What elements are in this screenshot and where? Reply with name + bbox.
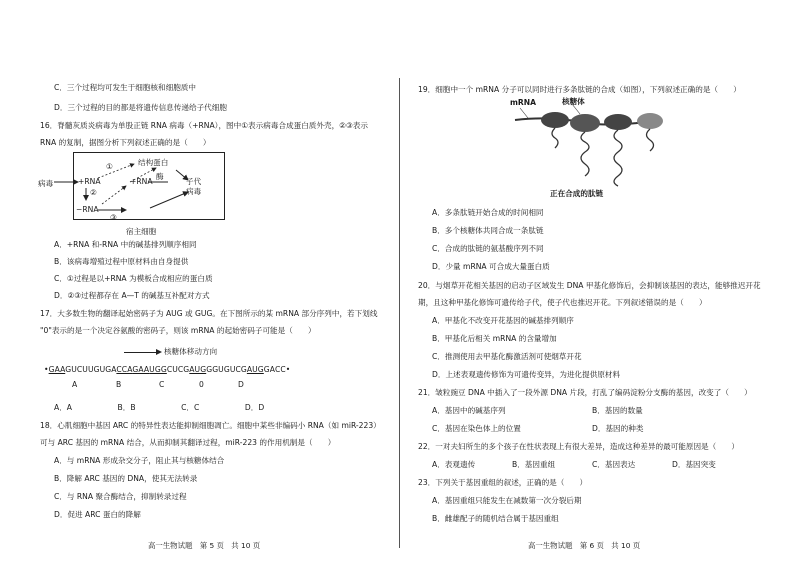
minus-rna: −RNA (76, 205, 99, 214)
q21-option-a: A．基因中的碱基序列 (432, 406, 506, 415)
q18-stem-line1: 18．心肌细胞中基因 ARC 的特异性表达能抑制细胞凋亡。细胞中某些非编码小 RNA（如 miR-223） (40, 421, 381, 430)
q17-stem-line2: "0"表示的是一个决定谷氨酸的密码子，则该 mRNA 的起始密码子可能是（ ） (40, 326, 316, 335)
q19-option-a: A．多条肽链开始合成的时间相同 (432, 208, 544, 217)
seq-label-0: 0 (199, 380, 204, 389)
q19-stem: 19．细胞中一个 mRNA 分子可以同时进行多条肽链的合成（如图），下列叙述正确的是（ ） (418, 85, 741, 94)
q23-stem: 23．下列关于基因重组的叙述，正确的是（ ） (418, 478, 588, 487)
right-page-footer: 高一生物试题 第 6 页 共 10 页 (528, 541, 641, 550)
ribosome-direction-label: 核糖体移动方向 (164, 347, 218, 356)
q21-stem: 21．皱粒豌豆 DNA 中插入了一段外源 DNA 片段，打乱了编码淀粉分支酶的基因，改变了（ ） (418, 388, 752, 397)
q22-option-d: D．基因突变 (672, 460, 716, 469)
q23-option-a: A．基因重组只能发生在减数第一次分裂后期 (432, 496, 582, 505)
mrna-fig-label: mRNA (510, 98, 536, 107)
plus-rna-left: +RNA (78, 177, 101, 186)
seq-part: GACC (263, 365, 286, 374)
q21-option-d: D．基因的种类 (592, 424, 644, 433)
q21-option-b: B．基因的数量 (592, 406, 643, 415)
virus-replication-diagram (38, 152, 238, 240)
structural-protein: 结构蛋白 (138, 158, 169, 167)
q17-options: A．A B．B C．C D．D (54, 403, 265, 412)
seq-label-a: A (72, 380, 78, 389)
seq-codon-gaa-2: GAA (132, 365, 150, 374)
q18-stem-line2: 可与 ARC 基因的 mRNA 结合，从而抑制其翻译过程，miR-223 的作用机制是（ ） (40, 438, 336, 447)
q17-stem-line1: 17．大多数生物的翻译起始密码子为 AUG 或 GUG。在下图所示的某 mRNA 部分序列中，若下划线 (40, 309, 378, 318)
direction-arrow-line (124, 352, 158, 353)
q19-option-d: D．少量 mRNA 可合成大量蛋白质 (432, 262, 550, 271)
q20-option-a: A．甲基化不改变开花基因的碱基排列顺序 (432, 316, 574, 325)
q22-option-a: A．表观遗传 (432, 460, 476, 469)
seq-codon-gaa-1: GAA (48, 365, 66, 374)
q16-option-d: D．②③过程都存在 A—T 的碱基互补配对方式 (54, 291, 210, 300)
q18-option-c: C．与 RNA 聚合酶结合，抑制转录过程 (54, 492, 187, 501)
q18-option-a: A．与 mRNA 形成杂交分子，阻止其与核糖体结合 (54, 456, 225, 465)
plus-rna-mid: +RNA (130, 177, 153, 186)
q22-option-b: B．基因重组 (512, 460, 556, 469)
polysome-drawing (510, 96, 670, 201)
host-cell-label: 宿主细胞 (126, 227, 157, 236)
q16-stem-line2: RNA 的复制，据图分析下列叙述正确的是（ ） (40, 138, 211, 147)
peptide-fig-label: 正在合成的肽链 (550, 189, 604, 198)
seq-part: GUCUUGUGA (65, 365, 117, 374)
offspring-label-1: 子代 (186, 177, 202, 186)
q18-option-d: D．促进 ARC 蛋白的降解 (54, 510, 141, 519)
q20-option-b: B．甲基化后相关 mRNA 的含量增加 (432, 334, 557, 343)
q20-stem-line1: 20．与烟草开花相关基因的启动子区域发生 DNA 甲基化修饰后，会抑制该基因的表达，能够推迟开花 (418, 281, 761, 290)
q16-option-b: B．该病毒增殖过程中原材料由自身提供 (54, 257, 189, 266)
q20-option-d: D．上述表观遗传修饰为可遗传变异，为进化提供原材料 (432, 370, 621, 379)
seq-label-b: B (116, 380, 122, 389)
step-3-marker: ③ (110, 213, 117, 222)
q15-option-d: D．三个过程的目的都是将遗传信息传递给子代细胞 (54, 103, 227, 112)
seq-codon-b: UGG (149, 365, 167, 374)
q23-option-b: B．雌雄配子的随机结合属于基因重组 (432, 514, 559, 523)
seq-codon-c: AUG (189, 365, 207, 374)
q15-option-c: C．三个过程均可发生于细胞核和细胞质中 (54, 83, 196, 92)
seq-part: GGUGUCG (206, 365, 247, 374)
q16-stem-line1: 16．脊髓灰质炎病毒为单股正链 RNA 病毒（+RNA），图中①表示病毒合成蛋白质外壳，②③表示 (40, 121, 368, 130)
enzyme-label: 酶 (156, 172, 164, 181)
seq-label-c: C (159, 380, 165, 389)
seq-label-d: D (238, 380, 244, 389)
q16-option-c: C．①过程是以+RNA 为模板合成相应的蛋白质 (54, 274, 213, 283)
polysome-figure (510, 96, 670, 201)
seq-part: CUCG (166, 365, 190, 374)
q19-option-c: C．合成的肽链的氨基酸序列不同 (432, 244, 544, 253)
q22-option-c: C．基因表达 (592, 460, 636, 469)
seq-prefix: • (44, 365, 49, 374)
q20-option-c: C．推测使用去甲基化酶激活剂可使烟草开花 (432, 352, 582, 361)
q20-stem-line2: 期，且这种甲基化修饰可遗传给子代，使子代也推迟开花。下列叙述错误的是（ ） (418, 298, 707, 307)
virus-label: 病毒 (38, 179, 54, 188)
right-page (400, 0, 800, 566)
q19-option-b: B．多个核糖体共同合成一条肽链 (432, 226, 544, 235)
q21-option-c: C．基因在染色体上的位置 (432, 424, 521, 433)
ribosome-fig-label: 核糖体 (562, 97, 585, 106)
mrna-sequence (44, 365, 290, 374)
seq-codon-a: CCA (116, 365, 133, 374)
seq-suffix: • (285, 365, 291, 374)
offspring-label-2: 病毒 (186, 187, 202, 196)
q22-stem: 22．一对夫妇所生的多个孩子在性状表现上有很大差异，造成这种差异的最可能原因是（ ） (418, 442, 740, 451)
step-1-marker: ① (106, 162, 113, 171)
seq-codon-d: AUG (246, 365, 264, 374)
step-2-marker: ② (90, 188, 97, 197)
q16-option-a: A．+RNA 和-RNA 中的碱基排列顺序相同 (54, 240, 197, 249)
direction-arrowhead (156, 349, 162, 355)
left-page-footer: 高一生物试题 第 5 页 共 10 页 (148, 541, 261, 550)
q18-option-b: B．降解 ARC 基因的 DNA，使其无法转录 (54, 474, 198, 483)
